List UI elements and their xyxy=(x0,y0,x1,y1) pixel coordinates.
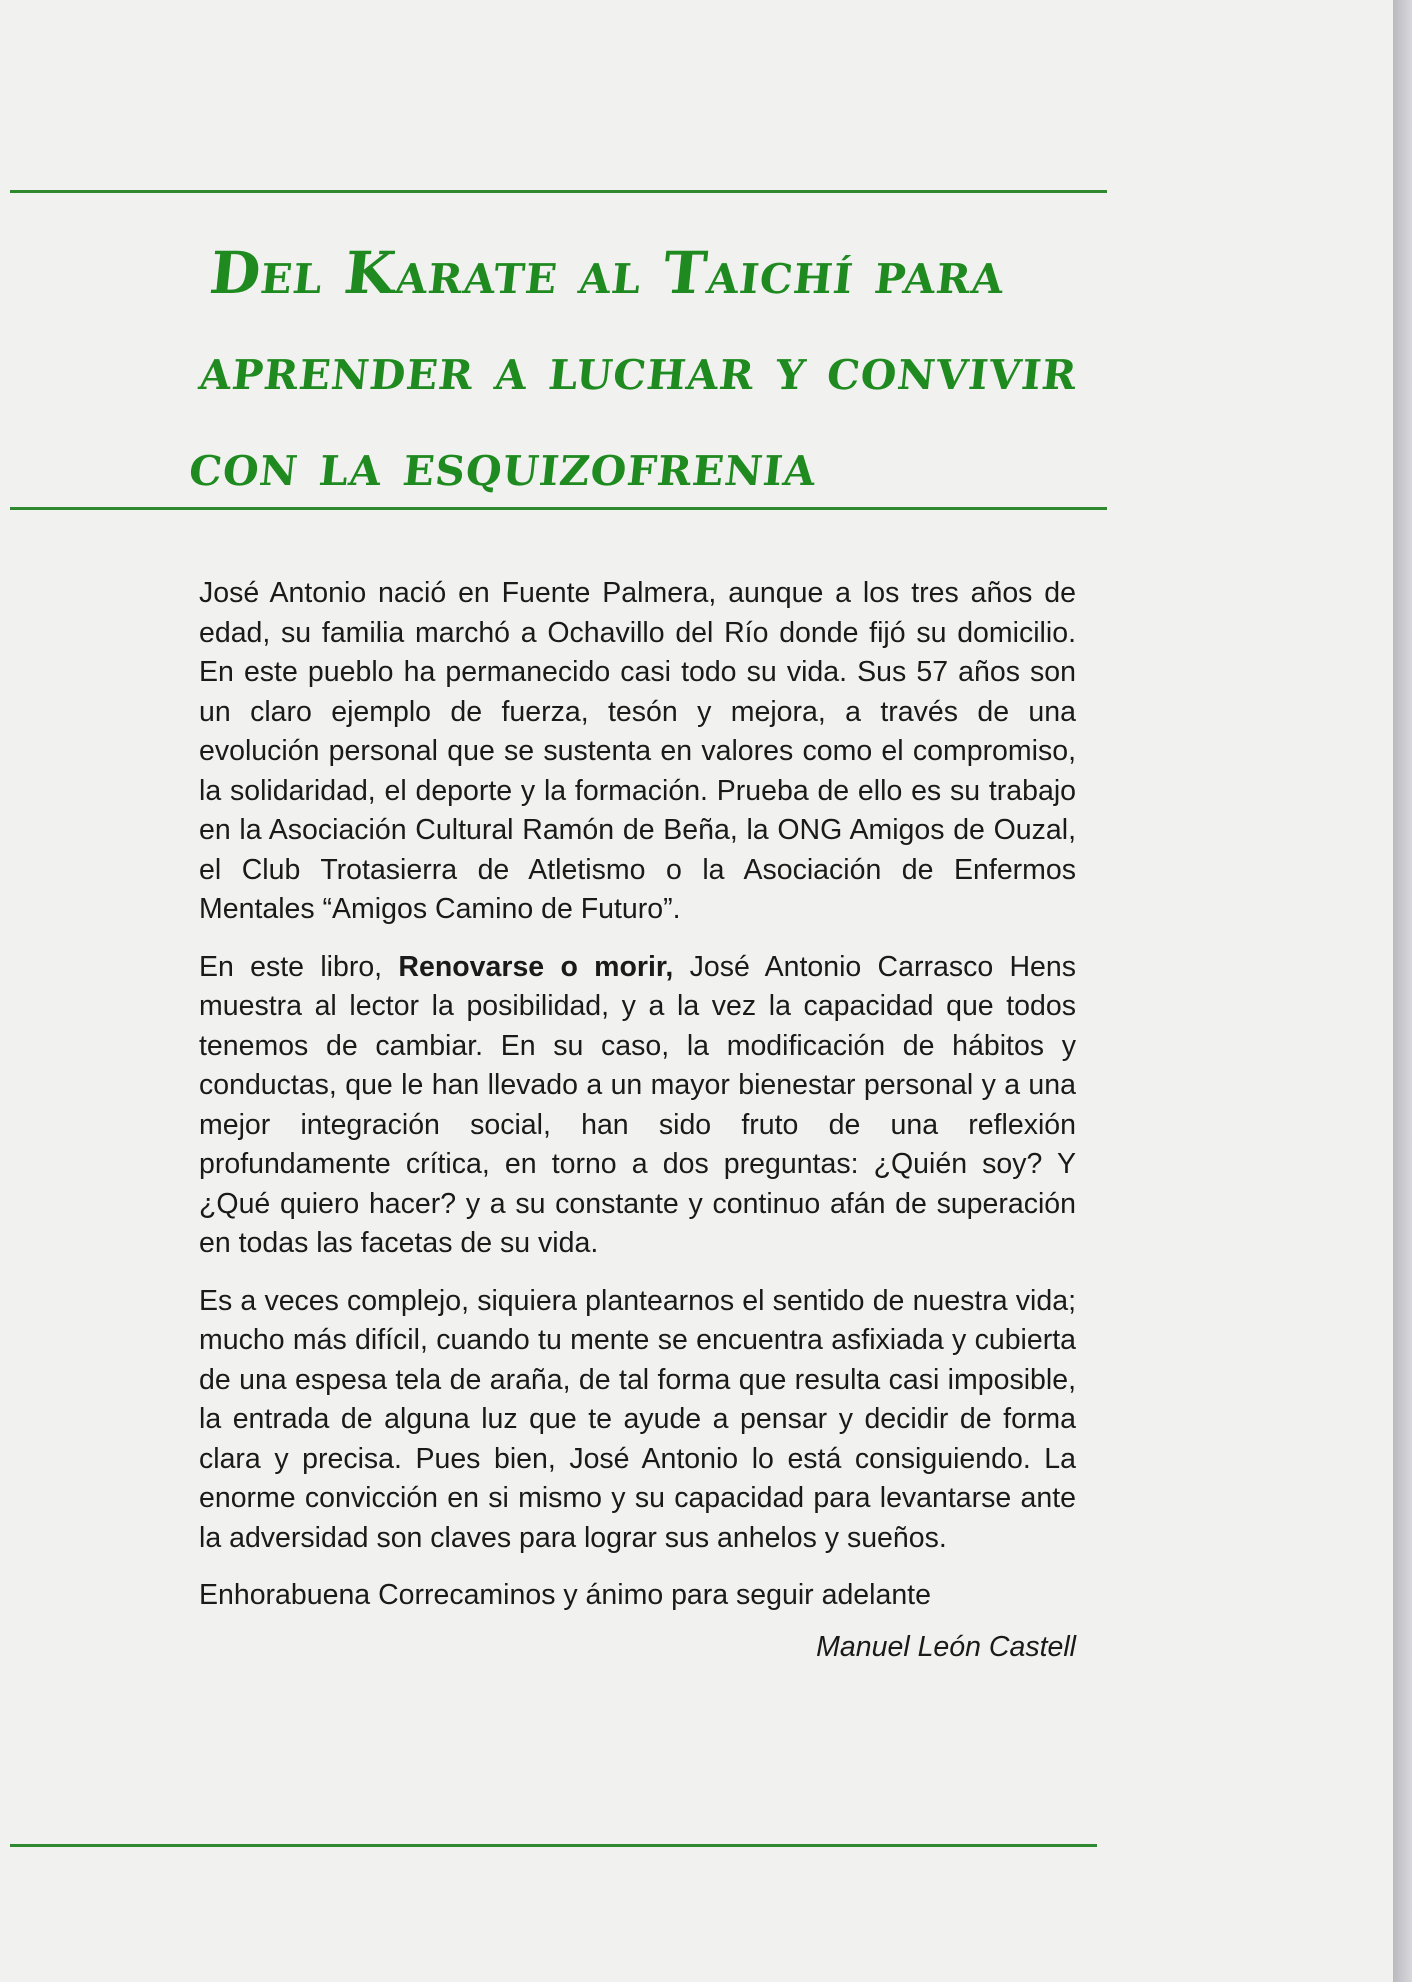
paragraph-reflection: Es a veces complejo, siquiera plantearnos el sentido de nuestra vida; mucho más difícil, cuando tu mente se encuentra asfixiada y cubierta de una espesa tela de araña, de tal forma que resulta casi imposible, la entrada de alguna luz que te ayude a pensar y decidir de forma clara y precisa. Pues bien, José Antonio lo está consiguiendo. La enorme convicción en si mismo y su capacidad para levantarse ante la adversidad son claves para lograr sus anhelos y sueños. xyxy=(199,1284,1076,1554)
bottom-divider xyxy=(10,1844,1097,1847)
paragraph-book-intro: En este libro, xyxy=(199,950,399,983)
book-title xyxy=(185,225,1115,513)
title-line-1: Del Karate al Taichí para xyxy=(206,239,1009,307)
title-line-3: con la esquizofrenia xyxy=(186,431,821,499)
title-line-2: aprender a luchar y convivir xyxy=(196,335,1082,403)
paragraph-book-summary xyxy=(199,948,1076,1264)
author-signature: Manuel León Castell xyxy=(816,1630,1076,1663)
closing-line: Enhorabuena Correcaminos y ánimo para seguir adelante xyxy=(199,1579,931,1611)
top-divider xyxy=(10,190,1107,193)
paragraph-biography: José Antonio nació en Fuente Palmera, aunque a los tres años de edad, su familia marchó a Ochavillo del Río donde fijó su domicilio. En este pueblo ha permanecido casi todo su vida. Sus 57 años son un claro ejemplo de fuerza, tesón y mejora, a través de una evolución personal que se sustenta en valores como el compromiso, la solidaridad, el deporte y la formación. Prueba de ello es su trabajo en la Asociación Cultural Ramón de Beña, la ONG Amigos de Ouzal, el Club Trotasierra de Atletismo o la Asociación de Enfermos Mentales “Amigos Camino de Futuro”. xyxy=(199,577,1076,925)
middle-divider xyxy=(10,507,1107,510)
blurb-text xyxy=(199,574,1076,1667)
book-name: Renovarse o morir, xyxy=(398,950,674,983)
paragraph-book-description: José Antonio Carrasco Hens muestra al lector la posibilidad, y a la vez la capacidad que todos tenemos de cambiar. En su caso, la modificación de hábitos y conductas, que le han llevado a un mayor bienestar personal y a una mejor integración social, han sido fruto de una reflexión profundamente crítica, en torno a dos preguntas: ¿Quién soy? Y ¿Qué quiero hacer? y a su constante y continuo afán de superación en todas las facetas de su vida. xyxy=(199,950,1076,1259)
page-edge-shadow xyxy=(1393,0,1412,1982)
